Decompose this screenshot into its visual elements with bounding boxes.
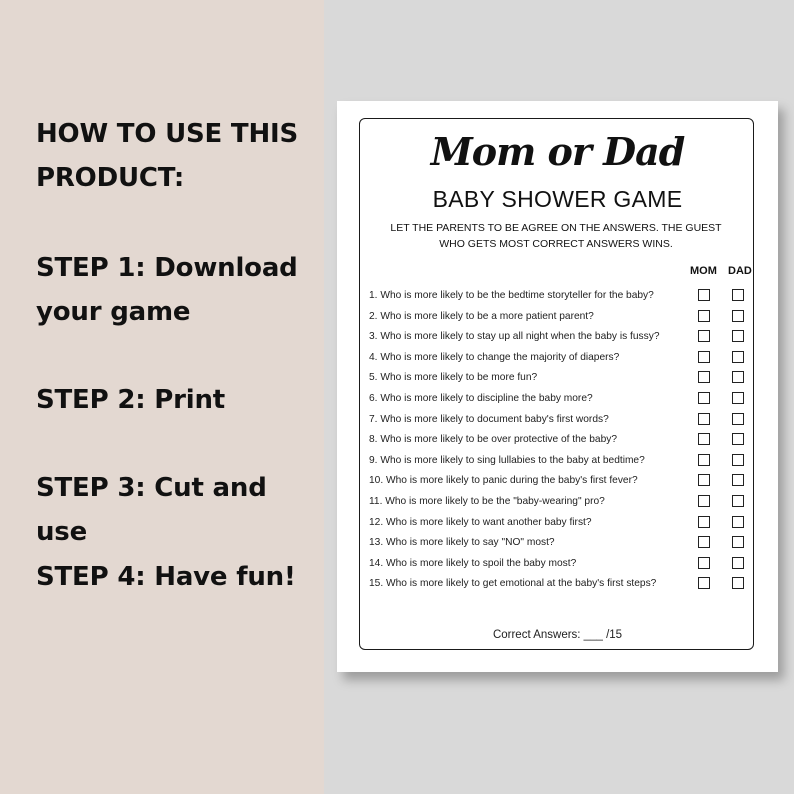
dad-checkbox[interactable] (732, 454, 744, 466)
dad-checkbox[interactable] (732, 351, 744, 363)
question-text: 5. Who is more likely to be more fun? (369, 372, 538, 384)
question-row (369, 555, 749, 575)
mom-checkbox[interactable] (698, 392, 710, 404)
step-3-text: STEP 3: Cut and use (36, 473, 267, 547)
game-instructions: LET THE PARENTS TO BE AGREE ON THE ANSWERS. THE GUEST WHO GETS MOST CORRECT ANSWERS WINS. (390, 222, 722, 250)
step-4-text: STEP 4: Have fun! (36, 562, 296, 592)
dad-checkbox[interactable] (732, 474, 744, 486)
question-row (369, 369, 749, 389)
dad-checkbox[interactable] (732, 577, 744, 589)
dad-checkbox[interactable] (732, 557, 744, 569)
dad-checkbox[interactable] (732, 413, 744, 425)
dad-checkbox[interactable] (732, 536, 744, 548)
question-text: 3. Who is more likely to stay up all night when the baby is fussy? (369, 331, 660, 343)
question-row (369, 452, 749, 472)
dad-checkbox[interactable] (732, 433, 744, 445)
mom-checkbox[interactable] (698, 330, 710, 342)
mom-checkbox[interactable] (698, 577, 710, 589)
question-row (369, 514, 749, 534)
question-text: 7. Who is more likely to document baby's first words? (369, 413, 609, 425)
dad-checkbox[interactable] (732, 371, 744, 383)
question-text: 12. Who is more likely to want another baby first? (369, 516, 592, 528)
step-1-text: STEP 1: Download your game (36, 253, 298, 327)
question-row (369, 472, 749, 492)
mom-checkbox[interactable] (698, 474, 710, 486)
dad-checkbox[interactable] (732, 330, 744, 342)
mom-checkbox[interactable] (698, 454, 710, 466)
game-sheet (337, 101, 778, 672)
step-2-text: STEP 2: Print (36, 385, 225, 415)
mom-checkbox[interactable] (698, 495, 710, 507)
mom-checkbox[interactable] (698, 413, 710, 425)
question-row (369, 493, 749, 513)
question-text: 8. Who is more likely to be over protective of the baby? (369, 434, 618, 446)
question-row (369, 349, 749, 369)
question-row (369, 287, 749, 307)
mom-column-header: MOM (690, 265, 717, 277)
how-to-use-heading: HOW TO USE THIS PRODUCT: (36, 119, 299, 193)
question-row (369, 328, 749, 348)
question-row (369, 431, 749, 451)
question-text: 15. Who is more likely to get emotional at the baby's first steps? (369, 578, 657, 590)
game-title: Mom or Dad (430, 129, 685, 174)
question-row (369, 575, 749, 595)
dad-checkbox[interactable] (732, 310, 744, 322)
question-text: 11. Who is more likely to be the "baby-wearing" pro? (369, 496, 605, 507)
correct-answers-score: Correct Answers: ___ /15 (492, 629, 623, 641)
question-row (369, 534, 749, 554)
dad-column-header: DAD (728, 265, 752, 277)
dad-checkbox[interactable] (732, 495, 744, 507)
mom-checkbox[interactable] (698, 557, 710, 569)
mom-checkbox[interactable] (698, 433, 710, 445)
question-row (369, 411, 749, 431)
question-row (369, 308, 749, 328)
question-text: 6. Who is more likely to discipline the baby more? (369, 393, 593, 404)
question-text: 9. Who is more likely to sing lullabies to the baby at bedtime? (369, 454, 645, 466)
instructions-panel (0, 0, 324, 794)
question-text: 14. Who is more likely to spoil the baby most? (369, 557, 577, 569)
mom-checkbox[interactable] (698, 371, 710, 383)
dad-checkbox[interactable] (732, 516, 744, 528)
question-text: 2. Who is more likely to be a more patient parent? (369, 310, 594, 322)
mom-checkbox[interactable] (698, 536, 710, 548)
question-row (369, 390, 749, 410)
mom-checkbox[interactable] (698, 289, 710, 301)
game-subtitle: BABY SHOWER GAME (432, 186, 683, 212)
dad-checkbox[interactable] (732, 289, 744, 301)
question-text: 13. Who is more likely to say "NO" most? (369, 537, 555, 549)
dad-checkbox[interactable] (732, 392, 744, 404)
question-text: 10. Who is more likely to panic during the baby's first fever? (369, 475, 638, 487)
mom-checkbox[interactable] (698, 310, 710, 322)
question-text: 4. Who is more likely to change the majority of diapers? (369, 351, 620, 363)
question-text: 1. Who is more likely to be the bedtime storyteller for the baby? (369, 290, 654, 301)
mom-checkbox[interactable] (698, 351, 710, 363)
mom-checkbox[interactable] (698, 516, 710, 528)
